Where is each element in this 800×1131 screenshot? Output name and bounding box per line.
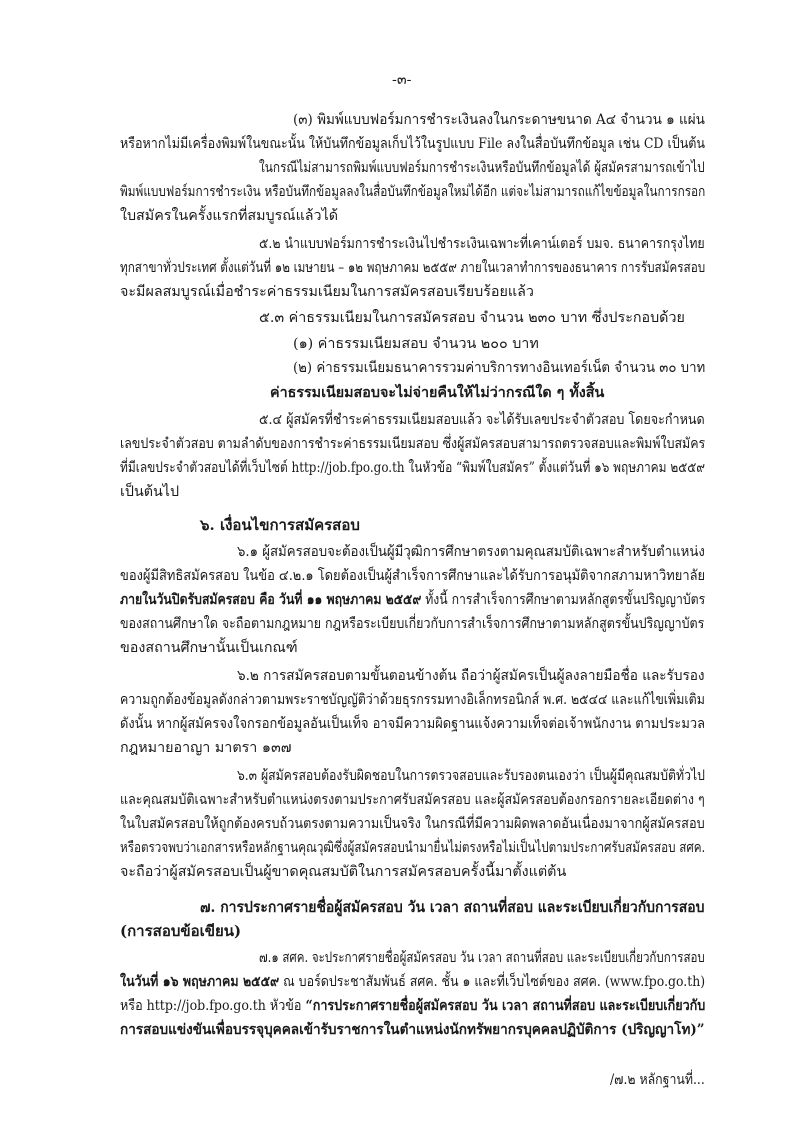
- paragraph-line: หรือ http://job.fpo.go.th หัวข้อ “การประกาศรายชื่อผู้สมัครสอบ วัน เวลา สถานที่สอบ และระเบียบเกี่ยวกับ: [120, 998, 706, 1014]
- paragraph-line: ดังนั้น หากผู้สมัครจงใจกรอกข้อมูลอันเป็นเท็จ อาจมีความผิดฐานแจ้งความเท็จต่อเจ้าพนักงาน ตามประมวล: [120, 716, 705, 732]
- paragraph-line: ทุกสาขาทั่วประเทศ ตั้งแต่วันที่ ๑๒ เมษายน – ๑๒ พฤษภาคม ๒๕๕๙ ภายในเวลาทำการของธนาคาร การรับสมัครสอบ: [120, 260, 706, 276]
- paragraph-line: ๖.๒ การสมัครสอบตามขั้นตอนข้างต้น ถือว่าผู้สมัครเป็นผู้ลงลายมือชื่อ และรับรอง: [237, 668, 705, 684]
- continuation-note: /๗.๒ หลักฐานที่...: [610, 1072, 705, 1088]
- deadline-text: ภายในวันปิดรับสมัครสอบ คือ วันที่ ๑๑ พฤษภาคม ๒๕๕๙: [120, 592, 422, 608]
- paragraph-line: ในวันที่ ๑๖ พฤษภาคม ๒๕๕๙ ณ บอร์ดประชาสัมพันธ์ สศค. ชั้น ๑ และที่เว็บไซต์ของ สศค. (www.fpo.go.th): [120, 974, 706, 990]
- fee-notice: ค่าธรรมเนียมสอบจะไม่จ่ายคืนให้ไม่ว่ากรณีใด ๆ ทั้งสิ้น: [270, 385, 605, 401]
- paragraph-line: จะถือว่าผู้สมัครสอบเป็นผู้ขาดคุณสมบัติในการสมัครสอบครั้งนี้มาตั้งแต่ต้น: [120, 864, 567, 880]
- paragraph-line: ความถูกต้องข้อมูลดังกล่าวตามพระราชบัญญัติว่าด้วยธุรกรรมทางอิเล็กทรอนิกส์ พ.ศ. ๒๕๔๔ และแก้ไขเพิ่มเติม: [120, 692, 705, 708]
- paragraph-line: ที่มีเลขประจำตัวสอบได้ที่เว็บไซต์ http://job.fpo.go.th ในหัวข้อ “พิมพ์ใบสมัคร” ตั้งแต่วันที่ ๑๖ พฤษภาคม ๒๕๕๙: [120, 460, 706, 476]
- paragraph-line: ๕.๓ ค่าธรรมเนียมในการสมัครสอบ จำนวน ๒๓๐ บาท ซึ่งประกอบด้วย: [259, 310, 685, 326]
- page-number: -๓-: [392, 72, 412, 88]
- paragraph-line: ๖.๓ ผู้สมัครสอบต้องรับผิดชอบในการตรวจสอบและรับรองตนเองว่า เป็นผู้มีคุณสมบัติทั่วไป: [237, 768, 705, 784]
- paragraph-line: ของผู้มีสิทธิสมัครสอบ ในข้อ ๔.๒.๑ โดยต้องเป็นผู้สำเร็จการศึกษาและได้รับการอนุมัติจากสภามหาวิทยาลัย: [120, 568, 706, 584]
- paragraph-line: เป็นต้นไป: [120, 484, 180, 500]
- paragraph-line: (๑) ค่าธรรมเนียมสอบ จำนวน ๒๐๐ บาท: [293, 336, 539, 352]
- announcement-topic: “การประกาศรายชื่อผู้สมัครสอบ วัน เวลา สถานที่สอบ และระเบียบเกี่ยวกับ: [305, 998, 706, 1014]
- paragraph-line: จะมีผลสมบูรณ์เมื่อชำระค่าธรรมเนียมในการสมัครสอบเรียบร้อยแล้ว: [120, 284, 534, 300]
- paragraph-line: หรือตรวจพบว่าเอกสารหรือหลักฐานคุณวุฒิซึ่งผู้สมัครสอบนำมายื่นไม่ตรงหรือไม่เป็นไปตามประกาศรับสมัครสอบ สศค.: [120, 840, 706, 856]
- paragraph-line: ๕.๒ นำแบบฟอร์มการชำระเงินไปชำระเงินเฉพาะที่เคาน์เตอร์ บมจ. ธนาคารกรุงไทย: [259, 236, 705, 252]
- paragraph-line: กฎหมายอาญา มาตรา ๑๓๗: [120, 740, 292, 756]
- section-heading: ๖. เงื่อนไขการสมัครสอบ: [200, 516, 360, 534]
- paragraph-line: เลขประจำตัวสอบ ตามลำดับของการชำระค่าธรรมเนียมสอบ ซึ่งผู้สมัครสอบสามารถตรวจสอบและพิมพ์ใบสมัคร: [120, 436, 706, 452]
- paragraph-line: พิมพ์แบบฟอร์มการชำระเงิน หรือบันทึกข้อมูลลงในสื่อบันทึกข้อมูลใหม่ได้อีก แต่จะไม่สามารถแก้ไขข้อมูลในการกรอก: [120, 184, 706, 200]
- section-heading-continued: (การสอบข้อเขียน): [120, 922, 242, 940]
- paragraph-line: ในใบสมัครสอบให้ถูกต้องครบถ้วนตรงตามความเป็นจริง ในกรณีที่มีความผิดพลาดอันเนื่องมาจากผู้สมัครสอบ: [120, 816, 705, 832]
- paragraph-line: หรือหากไม่มีเครื่องพิมพ์ในขณะนั้น ให้บันทึกข้อมูลเก็บไว้ในรูปแบบ File ลงในสื่อบันทึกข้อมูล เช่น CD เป็นต้น: [120, 136, 706, 152]
- section-heading: ๗. การประกาศรายชื่อผู้สมัครสอบ วัน เวลา สถานที่สอบ และระเบียบเกี่ยวกับการสอบ: [200, 898, 705, 916]
- paragraph-line: และคุณสมบัติเฉพาะสำหรับตำแหน่งตรงตามประกาศรับสมัครสอบ และผู้สมัครสอบต้องกรอกรายละเอียดต่าง ๆ: [120, 792, 705, 808]
- paragraph-line: ๖.๑ ผู้สมัครสอบจะต้องเป็นผู้มีวุฒิการศึกษาตรงตามคุณสมบัติเฉพาะสำหรับตำแหน่ง: [237, 544, 705, 560]
- paragraph-line: (๒) ค่าธรรมเนียมธนาคารรวมค่าบริการทางอินเทอร์เน็ต จำนวน ๓๐ บาท: [293, 360, 706, 376]
- paragraph-line: ๕.๔ ผู้สมัครที่ชำระค่าธรรมเนียมสอบแล้ว จะได้รับเลขประจำตัวสอบ โดยจะกำหนด: [259, 412, 705, 428]
- paragraph-line: (๓) พิมพ์แบบฟอร์มการชำระเงินลงในกระดาษขนาด A๔ จำนวน ๑ แผ่น: [293, 112, 705, 128]
- paragraph-line: ๗.๑ สศค. จะประกาศรายชื่อผู้สมัครสอบ วัน เวลา สถานที่สอบ และระเบียบเกี่ยวกับการสอบ: [259, 950, 705, 966]
- paragraph-line: ภายในวันปิดรับสมัครสอบ คือ วันที่ ๑๑ พฤษภาคม ๒๕๕๙ ทั้งนี้ การสำเร็จการศึกษาตามหลักสูตรขั้นปริญญาบัตร: [120, 592, 706, 608]
- paragraph-line: ของสถานศึกษานั้นเป็นเกณฑ์: [120, 640, 298, 656]
- paragraph-line: ในกรณีไม่สามารถพิมพ์แบบฟอร์มการชำระเงินหรือบันทึกข้อมูลได้ ผู้สมัครสามารถเข้าไป: [259, 160, 705, 176]
- paragraph-line: ของสถานศึกษาใด จะถือตามกฎหมาย กฎหรือระเบียบเกี่ยวกับการสำเร็จการศึกษาตามหลักสูตรขั้นปริญญาบัตร: [120, 616, 705, 632]
- announcement-date: ในวันที่ ๑๖ พฤษภาคม ๒๕๕๙: [120, 974, 280, 990]
- paragraph-line: การสอบแข่งขันเพื่อบรรจุบุคคลเข้ารับราชการในตำแหน่งนักทรัพยากรบุคคลปฏิบัติการ (ปริญญาโท)”: [120, 1022, 705, 1038]
- paragraph-line: ใบสมัครในครั้งแรกที่สมบูรณ์แล้วได้: [120, 208, 339, 224]
